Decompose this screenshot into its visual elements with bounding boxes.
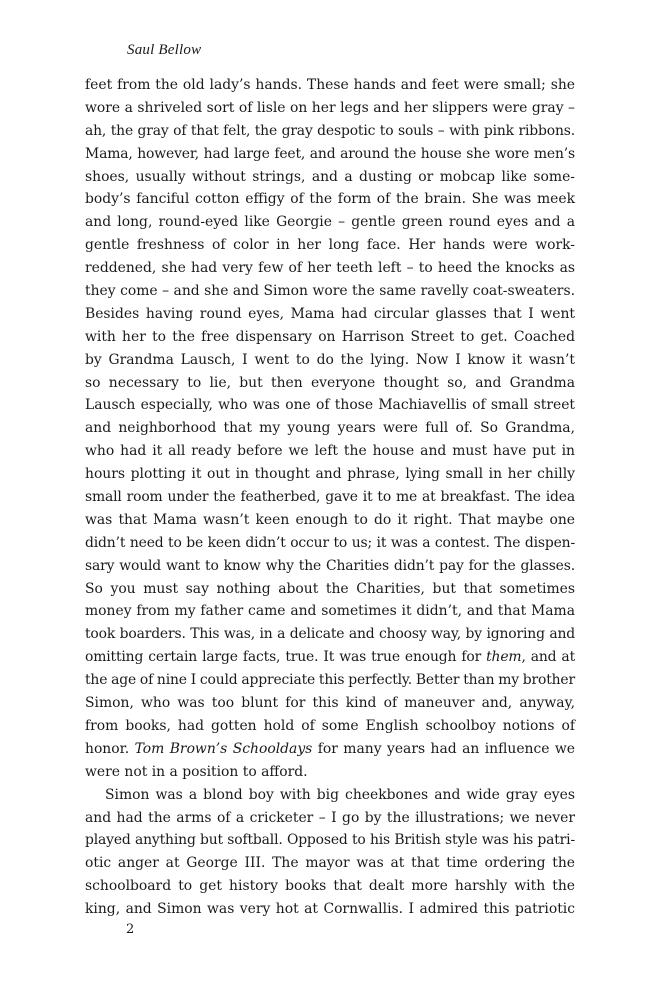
text-line: schoolboard to get history books that dealt more harshly with the: [85, 878, 575, 895]
text-line-indented: Simon was a blond boy with big cheekbones and wide gray eyes: [105, 786, 575, 803]
text-line: who had it all ready before we left the house and must have put in: [85, 443, 575, 460]
text-line: body’s fanciful cotton effigy of the form of the brain. She was meek: [85, 191, 575, 208]
text-line: money from my father came and sometimes it didn’t, and that Mama: [85, 603, 575, 620]
text-line: and neighborhood that my young years were full of. So Grandma,: [85, 420, 575, 437]
text-line: with her to the free dispensary on Harrison Street to get. Coached: [85, 328, 575, 345]
text-line: so necessary to lie, but then everyone thought so, and Grandma: [85, 374, 575, 391]
text-line: Besides having round eyes, Mama had circular glasses that I went: [85, 305, 575, 322]
book-title-italic: Tom Brown’s Schooldays: [134, 740, 313, 757]
text-line: the age of nine I could appreciate this perfectly. Better than my brother: [85, 672, 575, 689]
line-text-before: honor.: [85, 740, 135, 757]
text-line: and had the arms of a cricketer – I go by the illustrations; we never: [85, 809, 575, 826]
text-line: from books, had gotten hold of some English schoolboy notions of: [85, 717, 575, 734]
text-line-with-italic: [85, 646, 575, 669]
page-number: 2: [126, 922, 135, 937]
paragraph-2: [85, 784, 575, 921]
text-line: by Grandma Lausch, I went to do the lying. Now I know it wasn’t: [85, 351, 575, 368]
text-line: shoes, usually without strings, and a dusting or mobcap like some-: [85, 168, 575, 185]
text-line: otic anger at George III. The mayor was at that time ordering the: [85, 855, 575, 872]
text-line: played anything but softball. Opposed to his British style was his patri-: [85, 832, 575, 849]
paragraph-1: [85, 74, 575, 784]
italic-emphasis: them: [486, 649, 522, 666]
text-line: small room under the featherbed, gave it to me at breakfast. The idea: [85, 489, 575, 506]
text-line: hours plotting it out in thought and phrase, lying small in her chilly: [85, 466, 575, 483]
text-line: didn’t need to be keen didn’t occur to us; it was a contest. The dispen-: [85, 534, 575, 551]
text-line: and long, round-eyed like Georgie – gentle green round eyes and a: [85, 214, 575, 231]
text-line-with-italic: [85, 738, 575, 761]
text-line: ah, the gray of that felt, the gray despotic to souls – with pink ribbons.: [85, 122, 575, 139]
text-line: So you must say nothing about the Charities, but that sometimes: [85, 580, 575, 597]
running-head: Saul Bellow: [127, 42, 202, 58]
text-line: feet from the old lady’s hands. These hands and feet were small; she: [85, 77, 575, 93]
text-line: took boarders. This was, in a delicate and choosy way, by ignoring and: [85, 626, 575, 643]
text-line: they come – and she and Simon wore the same ravelly coat-sweaters.: [85, 283, 575, 300]
text-line-last: were not in a position to afford.: [85, 763, 308, 780]
body-text: [85, 74, 575, 921]
line-text-after: for many years had an influence we: [312, 740, 576, 757]
text-line: Lausch especially, who was one of those Machiavellis of small street: [85, 397, 575, 414]
text-line: sary would want to know why the Charities didn’t pay for the glasses.: [85, 557, 575, 574]
line-text-before: omitting certain large facts, true. It was true enough for: [85, 649, 487, 666]
text-line: wore a shriveled sort of lisle on her legs and her slippers were gray –: [85, 99, 575, 116]
text-line: gentle freshness of color in her long face. Her hands were work-: [85, 237, 575, 254]
text-line: reddened, she had very few of her teeth left – to heed the knocks as: [85, 260, 575, 277]
text-line: Mama, however, had large feet, and around the house she wore men’s: [85, 145, 575, 162]
text-line: Simon, who was too blunt for this kind of maneuver and, anyway,: [85, 695, 575, 712]
text-line: was that Mama wasn’t keen enough to do it right. That maybe one: [85, 511, 575, 528]
text-line: king, and Simon was very hot at Cornwallis. I admired this patriotic: [85, 901, 575, 918]
line-text-after: , and at: [521, 649, 575, 666]
